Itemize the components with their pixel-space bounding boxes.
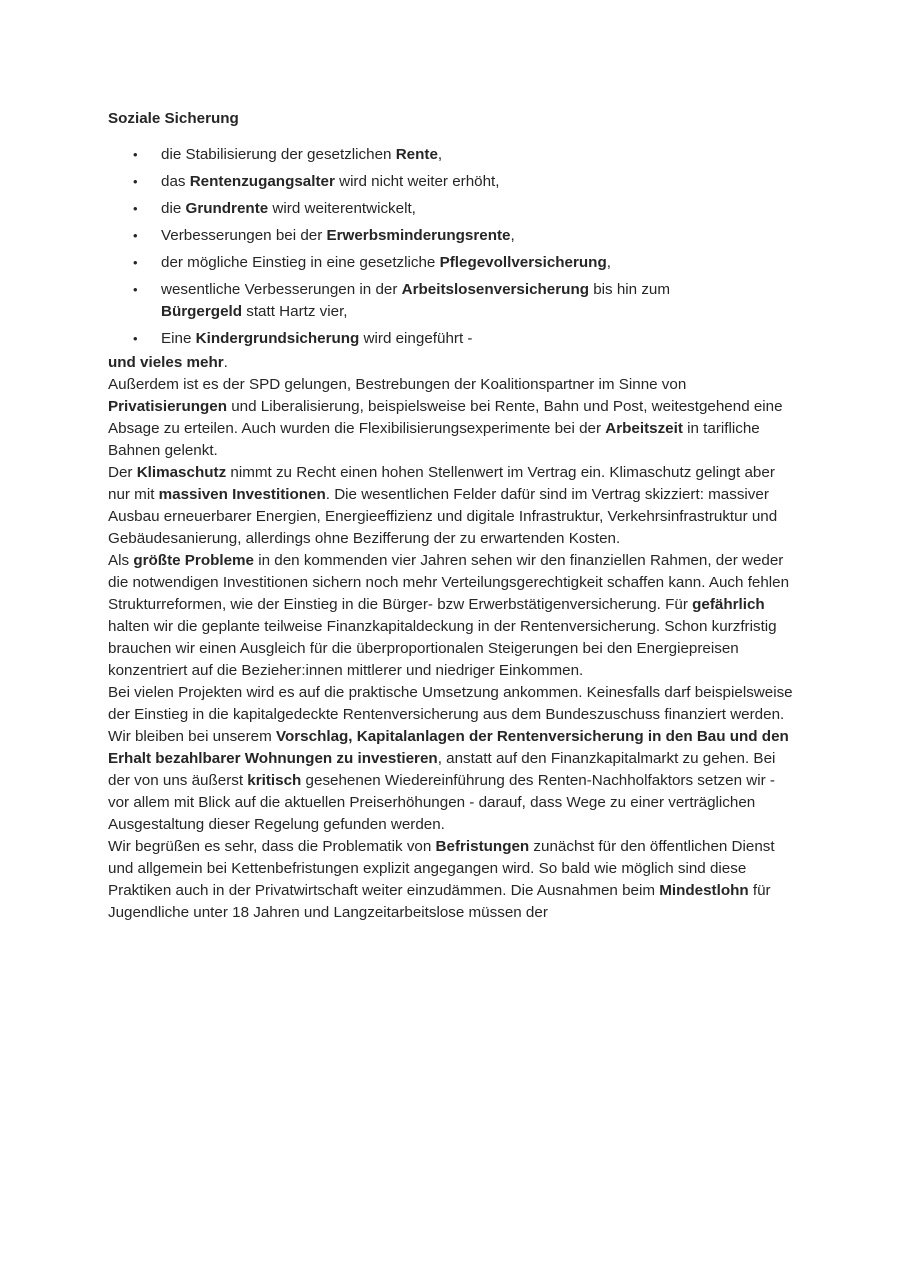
keyword: Bürgergeld (161, 303, 243, 320)
keyword: Vorschlag, Kapitalanlagen der Rentenversicherung in den Bau und den Erhalt bezahlbarer Wohnungen zu investieren (108, 728, 789, 767)
list-item: • Verbesserungen bei der Erwerbsminderungsrente, (161, 225, 798, 247)
keyword: kritisch (247, 772, 302, 789)
paragraph-privatization: Außerdem ist es der SPD gelungen, Bestrebungen der Koalitionspartner im Sinne von Privatisierungen und Liberalisierung, beispielsweise bei Rente, Bahn und Post, weitestgehend eine Absage zu erteilen. Auch wurden die Flexibilisierungsexperimente bei der Arbeitszeit in tarifliche Bahnen gelenkt. (108, 376, 783, 459)
keyword: Erwerbsminderungsrente (326, 227, 511, 244)
keyword: Kindergrundsicherung (195, 330, 360, 347)
keyword: Grundrente (185, 200, 269, 217)
paragraph-climate: Der Klimaschutz nimmt zu Recht einen hohen Stellenwert im Vertrag ein. Klimaschutz gelingt aber nur mit massiven Investitionen. Die wesentlichen Felder dafür sind im Vertrag skizziert: massiver Ausbau erneuerbarer Energien, Energieeffizienz und digitale Infrastruktur, Verkehrsinfrastruktur und Gebäudesanierung, allerdings ohne Bezifferung der zu erwartenden Kosten. (108, 464, 778, 547)
keyword: gefährlich (692, 596, 765, 613)
keyword: Pflegevollversicherung (439, 254, 607, 271)
list-tail: und vieles mehr. (108, 354, 228, 371)
document-page (108, 108, 798, 924)
keyword: Arbeitszeit (605, 420, 683, 437)
keyword: Rente (395, 146, 438, 163)
paragraph-fixed-term: Wir begrüßen es sehr, dass die Problematik von Befristungen zunächst für den öffentlichen Dienst und allgemein bei Kettenbefristungen explizit angegangen wird. So bald wie möglich sind diese Praktiken auch in der Privatwirtschaft weiter einzudämmen. Die Ausnahmen beim Mindestlohn für Jugendliche unter 18 Jahren und Langzeitarbeitslose müssen der (108, 838, 775, 921)
keyword: größte Probleme (133, 552, 255, 569)
list-item: • die Grundrente wird weiterentwickelt, (161, 198, 798, 220)
keyword: massiven Investitionen (158, 486, 326, 503)
list-item: • der mögliche Einstieg in eine gesetzliche Pflegevollversicherung, (161, 252, 798, 274)
paragraph-problems: Als größte Probleme in den kommenden vier Jahren sehen wir den finanziellen Rahmen, der weder die notwendigen Investitionen sichern noch mehr Verteilungsgerechtigkeit schaffen kann. Auch fehlen Strukturreformen, wie der Einstieg in die Bürger- bzw Erwerbstätigenversicherung. Für gefährlich halten wir die geplante teilweise Finanzkapitaldeckung in der Rentenversicherung. Schon kurzfristig brauchen wir einen Ausgleich für die überproportionalen Steigerungen bei den Energiepreisen konzentriert auf die Bezieher:innen mittlerer und niedriger Einkommen. (108, 552, 790, 679)
list-item: • die Stabilisierung der gesetzlichen Rente, (161, 144, 798, 166)
section-title: Soziale Sicherung (108, 110, 239, 127)
list-item: • das Rentenzugangsalter wird nicht weiter erhöht, (161, 171, 798, 193)
list-item: • wesentliche Verbesserungen in der Arbeitslosenversicherung bis hin zum Bürgergeld statt Hartz vier, (161, 279, 798, 323)
keyword: Klimaschutz (136, 464, 227, 481)
keyword: Rentenzugangsalter (189, 173, 335, 190)
list-item: • Eine Kindergrundsicherung wird eingeführt - (161, 328, 798, 350)
keyword: Befristungen (435, 838, 530, 855)
benefits-list (108, 144, 798, 350)
paragraph-implementation: Bei vielen Projekten wird es auf die praktische Umsetzung ankommen. Keinesfalls darf beispielsweise der Einstieg in die kapitalgedeckte Rentenversicherung aus dem Bundeszuschuss finanziert werden. Wir bleiben bei unserem Vorschlag, Kapitalanlagen der Rentenversicherung in den Bau und den Erhalt bezahlbarer Wohnungen zu investieren, anstatt auf den Finanzkapitalmarkt zu gehen. Bei der von uns äußerst kritisch gesehenen Wiedereinführung des Renten-Nachholfaktors setzen wir - vor allem mit Blick auf die aktuellen Preiserhöhungen - darauf, dass Wege zu einer verträglichen Ausgestaltung dieser Regelung gefunden werden. (108, 684, 793, 833)
keyword: Mindestlohn (659, 882, 749, 899)
keyword: Arbeitslosenversicherung (401, 281, 589, 298)
keyword: Privatisierungen (108, 398, 228, 415)
